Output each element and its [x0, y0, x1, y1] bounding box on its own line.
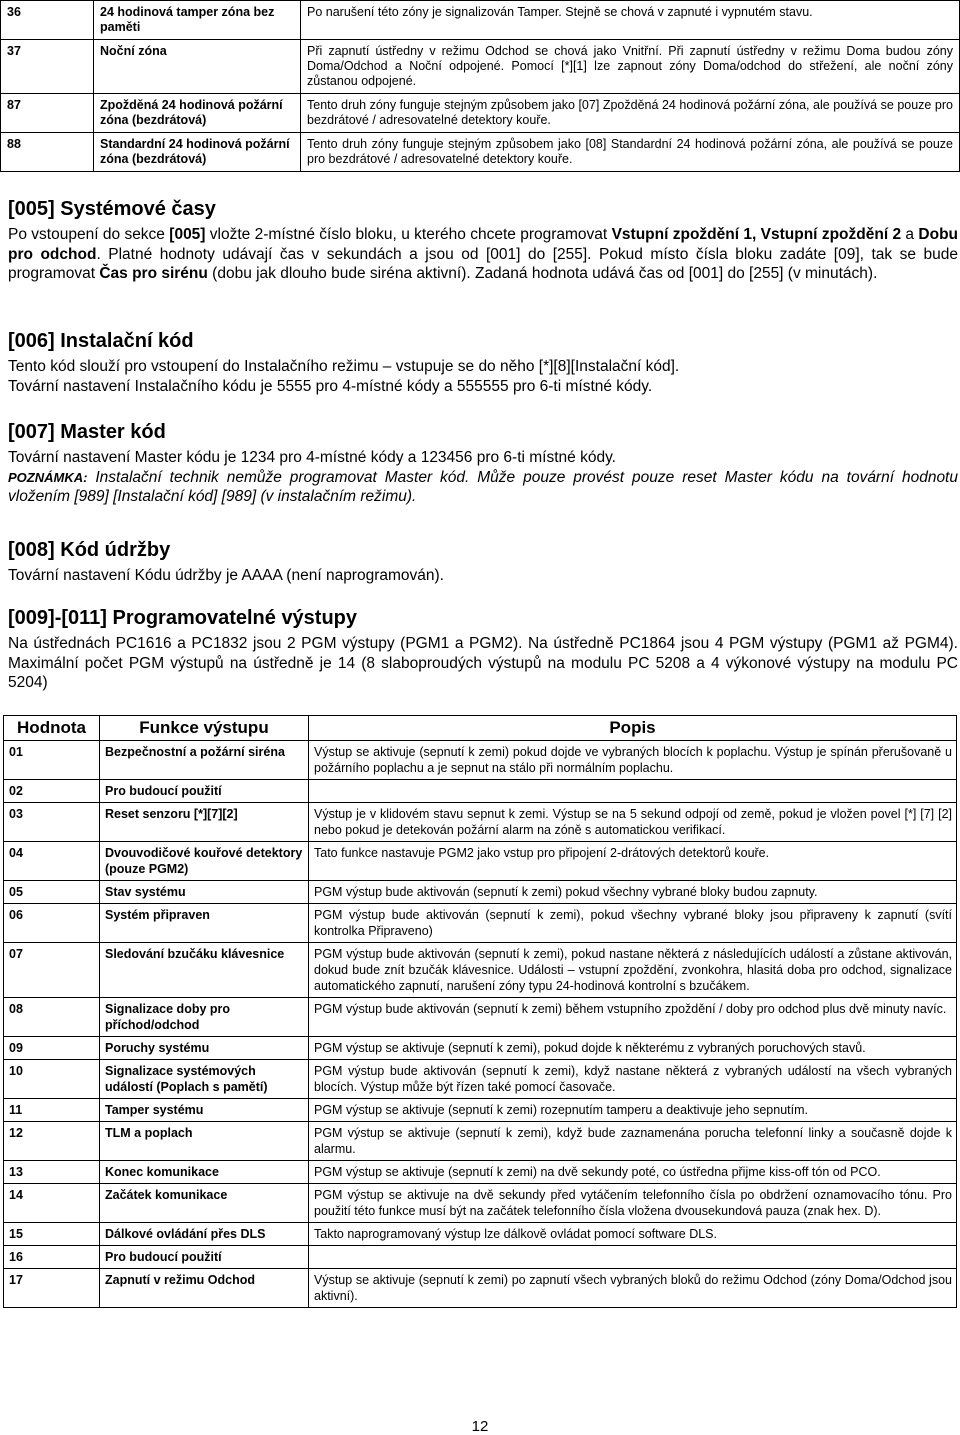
section-005 — [8, 197, 958, 284]
row-function: Začátek komunikace — [100, 1184, 309, 1223]
section-006-title: [006] Instalační kód — [8, 330, 194, 352]
row-value: 01 — [4, 741, 100, 780]
row-function: Systém připraven — [100, 904, 309, 943]
section-007-line1: Tovární nastavení Master kódu je 1234 pro 4-místné kódy a 123456 pro 6-ti místné kódy. — [8, 449, 616, 466]
row-value: 06 — [4, 904, 100, 943]
row-description: Výstup se aktivuje (sepnutí k zemi) po zapnutí všech vybraných bloků do režimu Odchod (zóny Doma/Odchod jsou aktivní). — [309, 1269, 957, 1308]
row-value: 02 — [4, 780, 100, 803]
pgm-functions-table — [3, 715, 957, 1308]
row-description — [309, 780, 957, 803]
zone-number: 87 — [1, 94, 94, 133]
header-description: Popis — [309, 716, 957, 741]
row-value: 03 — [4, 803, 100, 842]
table-row — [4, 842, 957, 881]
table-row — [4, 904, 957, 943]
row-value: 08 — [4, 998, 100, 1037]
row-description: PGM výstup se aktivuje (sepnutí k zemi), pokud dojde k některému z vybraných poruchových stavů. — [309, 1037, 957, 1060]
row-function: Zapnutí v režimu Odchod — [100, 1269, 309, 1308]
row-description: Výstup se aktivuje (sepnutí k zemi) pokud dojde ve vybraných blocích k poplachu. Výstup je spínán přerušovaně u požárního poplachu a je sepnut na stálo při normálním poplachu. — [309, 741, 957, 780]
table-row — [4, 1161, 957, 1184]
row-description — [309, 1246, 957, 1269]
row-function: Pro budoucí použití — [100, 1246, 309, 1269]
row-function: Poruchy systému — [100, 1037, 309, 1060]
row-value: 12 — [4, 1122, 100, 1161]
row-value: 15 — [4, 1223, 100, 1246]
section-006-line1: Tento kód slouží pro vstoupení do Instalačního režimu – vstupuje se do něho [*][8][Instalační kód]. — [8, 358, 680, 375]
table-row — [4, 1037, 957, 1060]
zone-row — [1, 94, 960, 133]
row-description: PGM výstup bude aktivován (sepnutí k zemi) pokud všechny vybrané bloky budou zapnuty. — [309, 881, 957, 904]
section-006-line2: Tovární nastavení Instalačního kódu je 5555 pro 4-místné kódy a 555555 pro 6-ti místné kódy. — [8, 377, 653, 395]
zone-description: Tento druh zóny funguje stejným způsobem jako [07] Zpožděná 24 hodinová požární zóna, ale používá se pouze pro bezdrátové / adresovatelné detektory kouře. — [301, 94, 960, 133]
row-function: Pro budoucí použití — [100, 780, 309, 803]
zone-number: 88 — [1, 133, 94, 172]
row-function: Stav systému — [100, 881, 309, 904]
section-008-title: [008] Kód údržby — [8, 539, 171, 561]
zone-description: Po narušení této zóny je signalizován Tamper. Stejně se chová v zapnuté i vypnutém stavu. — [301, 1, 960, 40]
section-009-text: Na ústřednách PC1616 a PC1832 jsou 2 PGM výstupy (PGM1 a PGM2). Na ústředně PC1864 jsou 4 PGM výstupy (PGM1 až PGM4). Maximální počet PGM výstupů na ústředně je 14 (8 slaboproudých výstupů na modulu PC 5208 a 4 výkonové výstupy na modulu PC 5204) — [8, 635, 958, 691]
row-value: 13 — [4, 1161, 100, 1184]
table-row — [4, 1122, 957, 1161]
zone-description: Tento druh zóny funguje stejným způsobem jako [08] Standardní 24 hodinová požární zóna, ale používá se pouze pro bezdrátové / adresovatelné detektory kouře. — [301, 133, 960, 172]
table-row — [4, 998, 957, 1037]
row-value: 11 — [4, 1099, 100, 1122]
zone-types-table — [0, 0, 960, 172]
zone-number: 37 — [1, 40, 94, 94]
table-row — [4, 881, 957, 904]
row-description: PGM výstup se aktivuje (sepnutí k zemi) na dvě sekundy poté, co ústředna přijme kiss-off tón od PCO. — [309, 1161, 957, 1184]
row-description: PGM výstup bude aktivován (sepnutí k zemi), pokud všechny vybrané bloky jsou připraveny k zapnutí (svítí kontrolka Připraveno) — [309, 904, 957, 943]
row-function: Sledování bzučáku klávesnice — [100, 943, 309, 998]
zone-description: Při zapnutí ústředny v režimu Odchod se chová jako Vnitřní. Při zapnutí ústředny v režimu Doma budou zóny Doma/Odchod a Noční odpojené. Pomocí [*][1] lze zapnout zóny Doma/odchod do střežení, ale noční zóny zůstanou odpojené. — [301, 40, 960, 94]
section-009 — [8, 606, 958, 693]
row-value: 16 — [4, 1246, 100, 1269]
row-function: Signalizace systémových událostí (Poplach s pamětí) — [100, 1060, 309, 1099]
zone-row — [1, 133, 960, 172]
row-function: Tamper systému — [100, 1099, 309, 1122]
row-description: PGM výstup se aktivuje (sepnutí k zemi) rozepnutím tamperu a deaktivuje jeho sepnutím. — [309, 1099, 957, 1122]
table-row — [4, 1184, 957, 1223]
row-description: PGM výstup bude aktivován (sepnutí k zemi) během vstupního zpoždění / doby pro odchod plus dvě minuty navíc. — [309, 998, 957, 1037]
section-007 — [8, 420, 958, 507]
row-value: 10 — [4, 1060, 100, 1099]
zone-name: Standardní 24 hodinová požární zóna (bezdrátová) — [94, 133, 301, 172]
row-function: Signalizace doby pro příchod/odchod — [100, 998, 309, 1037]
zone-name: Noční zóna — [94, 40, 301, 94]
table-row — [4, 803, 957, 842]
row-function: Dvouvodičové kouřové detektory (pouze PGM2) — [100, 842, 309, 881]
row-function: TLM a poplach — [100, 1122, 309, 1161]
row-description: Tato funkce nastavuje PGM2 jako vstup pro připojení 2-drátových detektorů kouře. — [309, 842, 957, 881]
row-function: Konec komunikace — [100, 1161, 309, 1184]
row-function: Dálkové ovládání přes DLS — [100, 1223, 309, 1246]
zone-row — [1, 40, 960, 94]
row-function: Bezpečnostní a požární siréna — [100, 741, 309, 780]
zone-name: Zpožděná 24 hodinová požární zóna (bezdrátová) — [94, 94, 301, 133]
row-value: 07 — [4, 943, 100, 998]
zone-name: 24 hodinová tamper zóna bez paměti — [94, 1, 301, 40]
row-description: PGM výstup bude aktivován (sepnutí k zemi), pokud nastane některá z následujících událostí a zůstane aktivován, dokud bude znít bzučák klávesnice. Události – vstupní zpoždění, zvonkohra, hlasitá doba pro odchod, signalizace automatického zapnutí, narušení zóny typu 24-hodinová kontrolní s bzučákem. — [309, 943, 957, 998]
row-description: Takto naprogramovaný výstup lze dálkově ovládat pomocí software DLS. — [309, 1223, 957, 1246]
row-description: PGM výstup se aktivuje (sepnutí k zemi), když bude zaznamenána porucha telefonní linky a současně dojde k alarmu. — [309, 1122, 957, 1161]
row-value: 04 — [4, 842, 100, 881]
table-row — [4, 1060, 957, 1099]
section-007-note: POZNÁMKA: Instalační technik nemůže programovat Master kód. Může pouze provést pouze reset Master kódu na tovární hodnotu vložením [989] [Instalační kód] [989] (v instalačním režimu). — [8, 468, 958, 505]
section-006 — [8, 329, 958, 396]
section-007-title: [007] Master kód — [8, 421, 166, 443]
zone-number: 36 — [1, 1, 94, 40]
section-005-title: [005] Systémové časy — [8, 198, 216, 220]
table-row — [4, 1269, 957, 1308]
row-value: 17 — [4, 1269, 100, 1308]
header-function: Funkce výstupu — [100, 716, 309, 741]
table-row — [4, 780, 957, 803]
row-value: 05 — [4, 881, 100, 904]
section-008 — [8, 538, 958, 586]
table-row — [4, 1223, 957, 1246]
table-row — [4, 943, 957, 998]
table-row — [4, 1099, 957, 1122]
row-description: PGM výstup bude aktivován (sepnutí k zemi), když nastane některá z vybraných událostí na všech vybraných blocích. Výstup může být řízen také pomocí časovače. — [309, 1060, 957, 1099]
table-row — [4, 1246, 957, 1269]
row-description: PGM výstup se aktivuje na dvě sekundy před vytáčením telefonního čísla po obdržení oznamovacího tónu. Pro použití této funkce musí být na začátek telefonního čísla vložena dvousekundová pauza (znak hex. D). — [309, 1184, 957, 1223]
header-value: Hodnota — [4, 716, 100, 741]
zone-row — [1, 1, 960, 40]
section-008-line1: Tovární nastavení Kódu údržby je AAAA (není naprogramován). — [8, 567, 444, 584]
row-value: 14 — [4, 1184, 100, 1223]
section-005-text: Po vstoupení do sekce [005] vložte 2-místné číslo bloku, u kterého chcete programovat Vstupní zpoždění 1, Vstupní zpoždění 2 a Dobu pro odchod. Platné hodnoty udávají čas v sekundách a jsou od [001] do [255]. Pokud místo čísla bloku zadáte [09], tak se bude programovat Čas pro sirénu (dobu jak dlouho bude siréna aktivní). Zadaná hodnota udává čas od [001] do [255] (v minutách). — [8, 226, 959, 282]
page-number: 12 — [471, 1418, 489, 1435]
table-row — [4, 741, 957, 780]
row-description: Výstup je v klidovém stavu sepnut k zemi. Výstup se na 5 sekund odpojí od země, pokud je vložen povel [*] [7] [2] nebo pokud je detekován požární alarm na zóně s automatickou verifikací. — [309, 803, 957, 842]
section-009-title: [009]-[011] Programovatelné výstupy — [8, 607, 358, 629]
row-value: 09 — [4, 1037, 100, 1060]
row-function: Reset senzoru [*][7][2] — [100, 803, 309, 842]
